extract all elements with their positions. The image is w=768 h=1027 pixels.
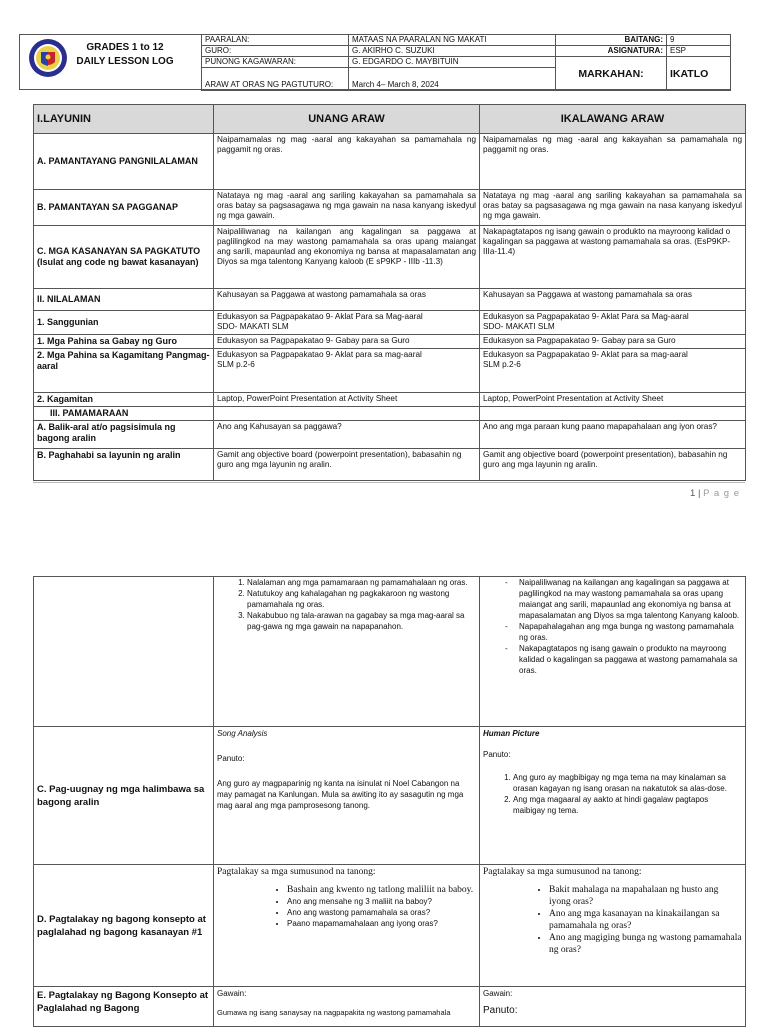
d-day2-cell	[480, 865, 746, 987]
list-item: • Bakit mahalaga na mapahalaan ng husto ang iyong oras?	[549, 884, 742, 908]
daily-lesson-log-text: DAILY LESSON LOG	[76, 56, 174, 67]
pamamaraan-label: III. PAMAMARAAN	[50, 408, 129, 418]
day2-cell: Ano ang mga paraan kung paano mapapahalaan ang iyon oras?	[480, 421, 746, 449]
list-item: 2. Natutukoy ang kahalagahan ng pagkakaroon ng wastong pamamahala ng oras.	[247, 588, 476, 610]
objectives-day1-list	[217, 577, 476, 632]
day2-cell	[480, 349, 746, 393]
punong-label: PUNONG KAGAWARAN:	[202, 57, 349, 68]
day2-cell: Laptop, PowerPoint Presentation at Activity Sheet	[480, 393, 746, 407]
row-label	[34, 407, 214, 421]
day2-cell: Naipamamalas ng mag -aaral ang kakayahan sa pamamahala ng paggamit ng oras.	[480, 134, 746, 190]
list-item: 3. Nakabubuo ng tala-arawan na gagabay sa mga mag-aaral sa pag-gawa ng mga gawain na napapanahon.	[247, 610, 476, 632]
e-label-text: E. Pagtalakay ng Bagong Konsepto at Paglalahad ng Bagong	[37, 990, 209, 1014]
d-day1-cell	[214, 865, 480, 987]
day1-cell: Gamit ang objective board (powerpoint presentation), babasahin ng guro ang mga layunin ng aralin.	[214, 449, 480, 481]
d-day2-list	[483, 884, 742, 956]
gawain-label: Gawain:	[483, 989, 513, 998]
e-day2-cell	[480, 987, 746, 1027]
song-analysis-title: Song Analysis	[217, 729, 268, 738]
day1-cell	[214, 407, 480, 421]
unang-araw-heading: UNANG ARAW	[214, 105, 480, 134]
list-item: - Napapahalagahan ang mga bunga ng wastong pamamahala ng oras.	[519, 621, 742, 643]
araw-label: ARAW AT ORAS NG PAGTUTURO:	[202, 68, 349, 91]
row-label: B. Paghahabi sa layunin ng aralin	[34, 449, 214, 481]
list-item: • Paano mapamamahalaan ang iyong oras?	[287, 918, 476, 929]
human-picture-title: Human Picture	[483, 729, 540, 738]
objectives-day2-list	[483, 577, 742, 676]
row-label: 1. Mga Pahina sa Gabay ng Guro	[34, 335, 214, 349]
row-label-e	[34, 987, 214, 1027]
ikalawang-araw-heading: IKALAWANG ARAW	[480, 105, 746, 134]
baitang-value: 9	[667, 35, 731, 46]
list-item: • Ano ang magiging bunga ng wastong pamamahala ng oras?	[549, 932, 742, 956]
day1-line: Edukasyon sa Pagpapakatao 9- Aklat Para sa Mag-aaral	[217, 312, 423, 321]
day1-line: Edukasyon sa Pagpapakatao 9- Aklat para sa mag-aaral	[217, 350, 422, 359]
asignatura-label: ASIGNATURA:	[556, 46, 667, 57]
panuto-label: Panuto:	[217, 754, 245, 763]
punong-value: G. EDGARDO C. MAYBITUIN	[349, 57, 556, 68]
day1-cell: Ano ang Kahusayan sa paggawa?	[214, 421, 480, 449]
paaralan-value: MATAAS NA PAARALAN NG MAKATI	[349, 35, 556, 46]
c-day2-list	[483, 772, 742, 816]
c-day1-text: Ang guro ay magpaparinig ng kanta na isinulat ni Noel Cabangon na may pamagat na Kanlungan. Mula sa awiting ito ay sasagutin ng mga mag aaral ang mga pamprosesong tanong.	[217, 779, 464, 810]
list-item: - Naipaliliwanag na kailangan ang kagalingan sa paggawa at paglilingkod na may wastong pamamahala sa oras upang maiangat ang sarili, mapaunlad ang ekonomiya ng bansa at mapasalamatan ang Diyos sa mga talentong Kanyang kaloob.	[519, 577, 742, 621]
row-label: A. Balik-aral at/o pagsisimula ng bagong aralin	[34, 421, 214, 449]
list-item: 2. Ang mga magaaral ay aakto at hindi gagalaw pagtapos maibigay ng tema.	[513, 794, 742, 816]
c-day1-cell	[214, 727, 480, 865]
footer-rule	[33, 482, 745, 483]
e-day1-cell	[214, 987, 480, 1027]
day2-cell: Kahusayan sa Paggawa at wastong pamamahala sa oras	[480, 289, 746, 311]
day2-cell: Gamit ang objective board (powerpoint presentation), babasahin ng guro ang mga layunin ng aralin.	[480, 449, 746, 481]
markahan-label: MARKAHAN:	[556, 57, 667, 91]
page-num: 1	[690, 488, 696, 499]
row-label: 2. Kagamitan	[34, 393, 214, 407]
day1-cell: Kahusayan sa Paggawa at wastong pamamahala sa oras	[214, 289, 480, 311]
d-day1-list	[217, 884, 476, 929]
page-number	[640, 488, 740, 499]
list-item: 1. Ang guro ay magbibigay ng mga tema na may kinalaman sa orasan kagayan ng isang orasan na nakatutok sa alas-dose.	[513, 772, 742, 794]
day1-line: SLM p.2-6	[217, 360, 255, 369]
list-item: • Bashain ang kwento ng tatlong maliliit na baboy.	[287, 884, 476, 896]
baitang-label: BAITANG:	[556, 35, 667, 46]
row-label: 1. Sanggunian	[34, 311, 214, 335]
d-day1-intro: Pagtalakay sa mga sumusunod na tanong:	[217, 867, 376, 877]
day2-cell	[480, 407, 746, 421]
guro-value: G. AKIRHO C. SUZUKI	[349, 46, 556, 57]
d-day2-intro: Pagtalakay sa mga sumusunod na tanong:	[483, 867, 642, 877]
day2-cell: Natataya ng mag -aaral ang sariling kakayahan sa pamamahala sa oras batay sa pagsasagawa ng mga gawain na nasa kanyang iskedyul ng mga gawain.	[480, 190, 746, 226]
row-label: 2. Mga Pahina sa Kagamitang Pangmag-aaral	[34, 349, 214, 393]
asignatura-value: ESP	[667, 46, 731, 57]
day2-line: SDO- MAKATI SLM	[483, 322, 555, 331]
layunin-heading: I.LAYUNIN	[34, 105, 214, 134]
list-item: • Ano ang mga kasanayan na kinakailangan sa pamamahala ng oras?	[549, 908, 742, 932]
panuto-label: Panuto:	[483, 750, 511, 759]
day1-cell	[214, 311, 480, 335]
day1-cell: Edukasyon sa Pagpapakatao 9- Gabay para sa Guro	[214, 335, 480, 349]
list-item: • Ano ang mensahe ng 3 maliiit na baboy?	[287, 896, 476, 907]
row-label: B. PAMANTAYAN SA PAGGANAP	[34, 190, 214, 226]
e-day2-text: Panuto:	[483, 1005, 518, 1016]
day2-line: Edukasyon sa Pagpapakatao 9- Aklat para sa mag-aaral	[483, 350, 688, 359]
e-day1-text: Gumawa ng isang sanaysay na nagpapakita ng wastong pamamahala	[217, 1008, 451, 1017]
day2-cell: Edukasyon sa Pagpapakatao 9- Gabay para sa Guro	[480, 335, 746, 349]
row-label: A. PAMANTAYANG PANGNILALAMAN	[34, 134, 214, 190]
objectives-day1	[214, 577, 480, 727]
row-label: C. MGA KASANAYAN SA PAGKATUTO (Isulat ang code ng bawat kasanayan)	[34, 226, 214, 289]
gawain-label: Gawain:	[217, 989, 247, 998]
day1-cell: Naipamamalas ng mag -aaral ang kakayahan sa pamamahala ng paggamit ng oras.	[214, 134, 480, 190]
objectives-day2	[480, 577, 746, 727]
day2-line: Edukasyon sa Pagpapakatao 9- Aklat Para sa Mag-aaral	[483, 312, 689, 321]
list-item: 1. Nalalaman ang mga pamamaraan ng pamamahalaan ng oras.	[247, 577, 476, 588]
day2-line: SLM p.2-6	[483, 360, 521, 369]
paaralan-label: PAARALAN:	[202, 35, 349, 46]
day1-line: SDO- MAKATI SLM	[217, 322, 289, 331]
day2-cell: Nakapagtatapos ng isang gawain o produkto na mayroong kalidad o kagalingan sa paggawa at wastong pamamahala sa oras. (EsP9KP-IIIa-11.4)	[480, 226, 746, 289]
day1-cell: Laptop, PowerPoint Presentation at Activity Sheet	[214, 393, 480, 407]
day1-cell	[214, 349, 480, 393]
list-item: • Ano ang wastong pamamahala sa oras?	[287, 907, 476, 918]
row-label-d: D. Pagtalakay ng bagong konsepto at paglalahad ng bagong kasanayan #1	[34, 865, 214, 987]
page-word: P a g e	[703, 488, 740, 499]
c-day2-cell	[480, 727, 746, 865]
day1-cell: Naipaliliwanag na kailangan ang kagalingan sa paggawa at paglilingkod na may wastong pamamahala sa oras upang maiangat ang sarili, mapaunlad ang ekonomiya ng bansa at mapasalamatan ang Diyos sa mga talentong Kanyang kaloob (E sP9KP - IIIb -11.3)	[214, 226, 480, 289]
grades-text: GRADES 1 to 12	[86, 42, 164, 53]
lesson-table-page2	[33, 576, 746, 1027]
day1-cell: Natataya ng mag -aaral ang sariling kakayahan sa pamamahala sa oras batay sa pagsasagawa ng mga gawain na nasa kanyang iskedyul ng mga gawain.	[214, 190, 480, 226]
header-table	[201, 34, 731, 91]
empty-label-cell	[34, 577, 214, 727]
page-sep: |	[695, 488, 704, 499]
guro-label: GURO:	[202, 46, 349, 57]
row-label-c: C. Pag-uugnay ng mga halimbawa sa bagong aralin	[34, 727, 214, 865]
markahan-value: IKATLO	[667, 57, 731, 91]
row-label: II. NILALAMAN	[34, 289, 214, 311]
araw-value: March 4– March 8, 2024	[349, 68, 556, 91]
lesson-table	[33, 104, 746, 481]
list-item: - Nakapagtatapos ng isang gawain o produkto na mayroong kalidad o kagalingan sa paggawa at wastong pamamahala sa oras.	[519, 643, 742, 676]
day2-cell	[480, 311, 746, 335]
